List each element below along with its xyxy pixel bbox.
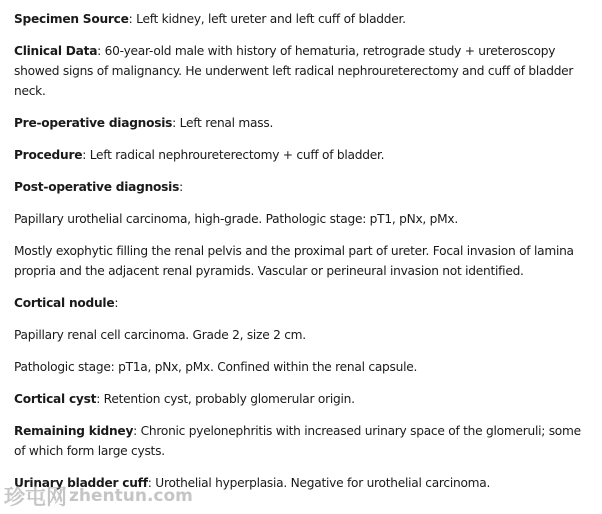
urinary-bladder-cuff-label: Urinary bladder cuff [14,476,148,490]
pre-operative-diagnosis-label: Pre-operative diagnosis [14,116,173,130]
procedure-label: Procedure [14,148,83,162]
cortical-cyst-paragraph [14,389,594,409]
pre-operative-diagnosis-paragraph [14,113,594,133]
cortical-nodule-heading [14,293,594,313]
watermark-chinese-text: 珍屯网 [4,485,67,509]
specimen-source-text: : Left kidney, left ureter and left cuff of bladder. [128,12,406,26]
cortical-nodule-label: Cortical nodule [14,296,115,310]
clinical-data-text: : 60-year-old male with history of hematuria, retrograde study + ureteroscopy showed signs of malignancy. He underwent left radical nephroureterectomy and cuff of bladder neck. [14,44,574,98]
watermark-domain-text: zhentun.com [69,486,193,506]
procedure-text: : Left radical nephroureterectomy + cuff of bladder. [82,148,385,162]
cortical-nodule-colon: : [114,296,119,310]
specimen-source-paragraph [14,9,594,29]
clinical-data-paragraph [14,41,594,101]
urinary-bladder-cuff-text: : Urothelial hyperplasia. Negative for urothelial carcinoma. [147,476,491,490]
post-operative-diagnosis-label: Post-operative diagnosis [14,180,180,194]
specimen-source-label: Specimen Source [14,12,129,26]
remaining-kidney-label: Remaining kidney [14,424,134,438]
exophytic-paragraph: Mostly exophytic filling the renal pelvis and the proximal part of ureter. Focal invasion of lamina propria and the adjacent renal pyramids. Vascular or perineural invasion not identified. [14,244,574,278]
post-operative-diagnosis-heading [14,177,594,197]
procedure-paragraph [14,145,594,165]
remaining-kidney-text: : Chronic pyelonephritis with increased urinary space of the glomeruli; some of which form large cysts. [14,424,581,458]
pathology-report [14,9,594,505]
remaining-kidney-paragraph [14,421,594,461]
cortical-cyst-text: : Retention cyst, probably glomerular origin. [96,392,355,406]
pathologic-stage-paragraph: Pathologic stage: pT1a, pNx, pMx. Confined within the renal capsule. [14,360,418,374]
papillary-urothelial-paragraph: Papillary urothelial carcinoma, high-grade. Pathologic stage: pT1, pNx, pMx. [14,212,459,226]
papillary-renal-paragraph: Papillary renal cell carcinoma. Grade 2, size 2 cm. [14,328,306,342]
clinical-data-label: Clinical Data [14,44,98,58]
post-operative-diagnosis-colon: : [179,180,183,194]
pre-operative-diagnosis-text: : Left renal mass. [172,116,274,130]
cortical-cyst-label: Cortical cyst [14,392,97,406]
urinary-bladder-cuff-paragraph [14,473,594,493]
